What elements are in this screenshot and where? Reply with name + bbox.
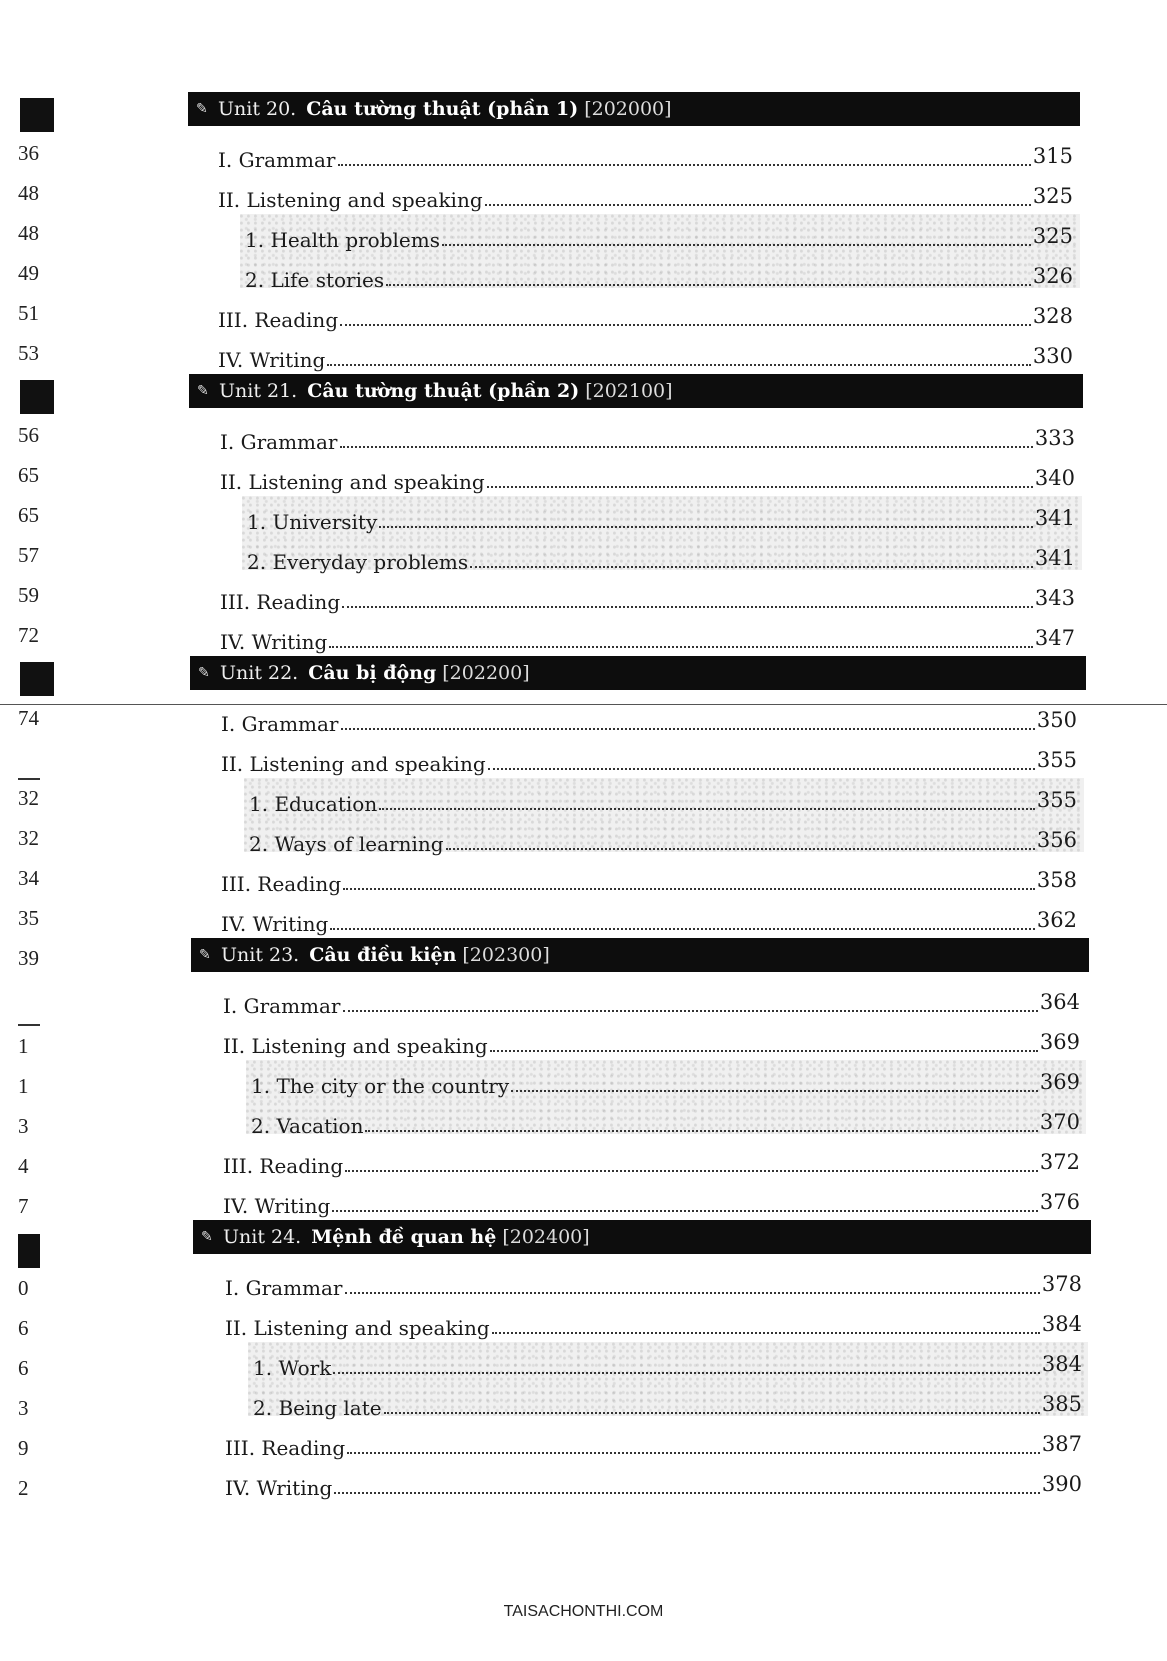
toc-entry[interactable] (221, 704, 1077, 736)
entry-label: I. Grammar (221, 712, 339, 736)
entry-page: 333 (1034, 426, 1075, 450)
margin-number: 49 (18, 261, 39, 285)
margin-number: 4 (18, 1154, 29, 1178)
dot-leader (340, 446, 1033, 448)
margin-number: 48 (18, 181, 39, 205)
toc-subentry[interactable] (251, 1066, 1080, 1098)
toc-entry[interactable] (225, 1468, 1082, 1500)
margin-number: 3 (18, 1396, 29, 1420)
entry-page: 350 (1036, 708, 1077, 732)
toc-entry[interactable] (221, 744, 1077, 776)
unit-header[interactable] (193, 1220, 1091, 1254)
entry-label: 2. Life stories (245, 268, 385, 292)
toc-subentry[interactable] (249, 784, 1077, 816)
unit-title: Câu tường thuật (phần 2) (307, 380, 580, 402)
dot-leader (345, 1170, 1038, 1172)
unit-code: [202100] (585, 380, 673, 402)
footer-site-name: TAISACHONTHI.COM (503, 1603, 664, 1620)
entry-label: 1. University (247, 510, 378, 534)
dot-leader (330, 928, 1035, 930)
margin-number: 9 (18, 1436, 29, 1460)
entry-page: 341 (1034, 506, 1075, 530)
entry-label: IV. Writing (225, 1476, 333, 1500)
margin-number: 32 (18, 826, 39, 850)
dot-leader (384, 1412, 1040, 1414)
toc-subentry[interactable] (251, 1106, 1080, 1138)
margin-number: 2 (18, 1476, 29, 1500)
dot-leader (329, 646, 1033, 648)
entry-page: 369 (1039, 1030, 1080, 1054)
entry-page: 387 (1041, 1432, 1082, 1456)
toc-subentry[interactable] (245, 220, 1073, 252)
toc-entry[interactable] (225, 1428, 1082, 1460)
dot-leader (343, 888, 1035, 890)
dot-leader (487, 486, 1033, 488)
entry-label: 1. Health problems (245, 228, 440, 252)
entry-label: II. Listening and speaking (223, 1034, 488, 1058)
toc-entry[interactable] (218, 340, 1073, 372)
toc-entry[interactable] (220, 422, 1075, 454)
dot-leader (332, 1210, 1038, 1212)
dot-leader (334, 1492, 1040, 1494)
dot-leader (488, 768, 1035, 770)
entry-page: 356 (1036, 828, 1077, 852)
toc-entry[interactable] (223, 1146, 1080, 1178)
entry-page: 372 (1039, 1150, 1080, 1174)
margin-number: 65 (18, 463, 39, 487)
toc-entry[interactable] (218, 180, 1073, 212)
entry-page: 355 (1036, 748, 1077, 772)
margin-number: 57 (18, 543, 39, 567)
margin-block (20, 98, 54, 132)
entry-page: 328 (1032, 304, 1073, 328)
margin-rule (18, 778, 40, 780)
entry-label: II. Listening and speaking (225, 1316, 490, 1340)
toc-entry[interactable] (221, 864, 1077, 896)
entry-page: 384 (1041, 1352, 1082, 1376)
toc-subentry[interactable] (253, 1348, 1082, 1380)
margin-number: 6 (18, 1356, 29, 1380)
dot-leader (442, 244, 1031, 246)
unit-code: [202400] (502, 1226, 590, 1248)
pen-icon: ✎ (197, 383, 209, 399)
entry-page: 347 (1034, 626, 1075, 650)
unit-header[interactable] (189, 374, 1083, 408)
margin-number: 0 (18, 1276, 29, 1300)
pen-icon: ✎ (198, 665, 210, 681)
entry-label: III. Reading (220, 590, 341, 614)
margin-number: 3 (18, 1114, 29, 1138)
dot-leader (347, 1452, 1040, 1454)
margin-number: 56 (18, 423, 39, 447)
toc-entry[interactable] (218, 300, 1073, 332)
toc-entry[interactable] (220, 462, 1075, 494)
entry-label: 2. Being late (253, 1396, 382, 1420)
entry-label: II. Listening and speaking (220, 470, 485, 494)
entry-page: 370 (1039, 1110, 1080, 1134)
entry-label: III. Reading (218, 308, 339, 332)
toc-entry[interactable] (220, 582, 1075, 614)
entry-page: 358 (1036, 868, 1077, 892)
left-margin-bleed (0, 0, 80, 1661)
margin-number: 53 (18, 341, 39, 365)
entry-page: 384 (1041, 1312, 1082, 1336)
entry-label: II. Listening and speaking (218, 188, 483, 212)
margin-number: 1 (18, 1034, 29, 1058)
pen-icon: ✎ (199, 947, 211, 963)
margin-number: 65 (18, 503, 39, 527)
margin-number: 6 (18, 1316, 29, 1340)
dot-leader (345, 1292, 1040, 1294)
toc-subentry[interactable] (249, 824, 1077, 856)
entry-page: 343 (1034, 586, 1075, 610)
entry-label: III. Reading (225, 1436, 346, 1460)
unit-title: Mệnh đề quan hệ (311, 1226, 497, 1248)
toc-entry[interactable] (223, 986, 1080, 1018)
entry-label: I. Grammar (220, 430, 338, 454)
entry-page: 376 (1039, 1190, 1080, 1214)
margin-number: 74 (18, 706, 39, 730)
dot-leader (343, 1010, 1038, 1012)
margin-number: 39 (18, 946, 39, 970)
unit-number: Unit 22. (220, 662, 299, 684)
unit-code: [202000] (584, 98, 672, 120)
entry-label: I. Grammar (225, 1276, 343, 1300)
margin-number: 1 (18, 1074, 29, 1098)
dot-leader (470, 566, 1033, 568)
pen-icon: ✎ (201, 1229, 213, 1245)
unit-header[interactable] (188, 92, 1080, 126)
entry-page: 369 (1039, 1070, 1080, 1094)
toc-subentry[interactable] (253, 1388, 1082, 1420)
entry-page: 362 (1036, 908, 1077, 932)
dot-leader (340, 324, 1031, 326)
toc-entry[interactable] (225, 1268, 1082, 1300)
entry-page: 378 (1041, 1272, 1082, 1296)
entry-page: 355 (1036, 788, 1077, 812)
margin-number: 51 (18, 301, 39, 325)
entry-label: IV. Writing (221, 912, 329, 936)
unit-number: Unit 21. (219, 380, 298, 402)
entry-page: 341 (1034, 546, 1075, 570)
entry-label: IV. Writing (220, 630, 328, 654)
dot-leader (338, 164, 1031, 166)
dot-leader (333, 1372, 1040, 1374)
dot-leader (511, 1090, 1038, 1092)
margin-number: 59 (18, 583, 39, 607)
toc-entry[interactable] (223, 1186, 1080, 1218)
unit-code: [202300] (462, 944, 550, 966)
dot-leader (490, 1050, 1038, 1052)
margin-block (20, 662, 54, 696)
toc-entry[interactable] (225, 1308, 1082, 1340)
unit-title: Câu điều kiện (309, 944, 457, 966)
margin-number: 35 (18, 906, 39, 930)
entry-page: 364 (1039, 990, 1080, 1014)
margin-number: 48 (18, 221, 39, 245)
margin-number: 36 (18, 141, 39, 165)
dot-leader (342, 606, 1033, 608)
entry-label: 1. Education (249, 792, 378, 816)
unit-title: Câu bị động (308, 662, 437, 684)
unit-title: Câu tường thuật (phần 1) (306, 98, 579, 120)
dot-leader (379, 808, 1035, 810)
dot-leader (327, 364, 1031, 366)
dot-leader (492, 1332, 1040, 1334)
unit-number: Unit 24. (223, 1226, 302, 1248)
entry-label: I. Grammar (223, 994, 341, 1018)
margin-rule (18, 1024, 40, 1026)
margin-number: 7 (18, 1194, 29, 1218)
entry-label: I. Grammar (218, 148, 336, 172)
entry-label: 2. Ways of learning (249, 832, 444, 856)
entry-label: IV. Writing (218, 348, 326, 372)
entry-page: 325 (1032, 224, 1073, 248)
entry-label: 2. Everyday problems (247, 550, 469, 574)
toc-subentry[interactable] (245, 260, 1073, 292)
margin-block (20, 380, 54, 414)
entry-label: II. Listening and speaking (221, 752, 486, 776)
entry-page: 315 (1032, 144, 1073, 168)
entry-label: III. Reading (221, 872, 342, 896)
entry-page: 340 (1034, 466, 1075, 490)
entry-label: 1. The city or the country (251, 1074, 510, 1098)
toc-entry[interactable] (220, 622, 1075, 654)
margin-block (18, 1234, 40, 1268)
margin-number: 34 (18, 866, 39, 890)
margin-number: 32 (18, 786, 39, 810)
unit-code: [202200] (442, 662, 530, 684)
toc-entry[interactable] (223, 1026, 1080, 1058)
toc-entry[interactable] (221, 904, 1077, 936)
dot-leader (341, 728, 1035, 730)
entry-page: 330 (1032, 344, 1073, 368)
toc-subentry[interactable] (247, 502, 1075, 534)
entry-page: 326 (1032, 264, 1073, 288)
entry-page: 385 (1041, 1392, 1082, 1416)
dot-leader (386, 284, 1031, 286)
toc-entry[interactable] (218, 140, 1073, 172)
toc-subentry[interactable] (247, 542, 1075, 574)
unit-header[interactable] (191, 938, 1089, 972)
entry-label: IV. Writing (223, 1194, 331, 1218)
entry-label: III. Reading (223, 1154, 344, 1178)
dot-leader (379, 526, 1033, 528)
margin-number: 72 (18, 623, 39, 647)
entry-page: 390 (1041, 1472, 1082, 1496)
unit-header[interactable] (190, 656, 1086, 690)
dot-leader (485, 204, 1031, 206)
unit-number: Unit 23. (221, 944, 300, 966)
entry-label: 2. Vacation (251, 1114, 364, 1138)
dot-leader (365, 1130, 1037, 1132)
entry-page: 325 (1032, 184, 1073, 208)
unit-number: Unit 20. (218, 98, 297, 120)
dot-leader (446, 848, 1035, 850)
entry-label: 1. Work (253, 1356, 332, 1380)
pen-icon: ✎ (196, 101, 208, 117)
